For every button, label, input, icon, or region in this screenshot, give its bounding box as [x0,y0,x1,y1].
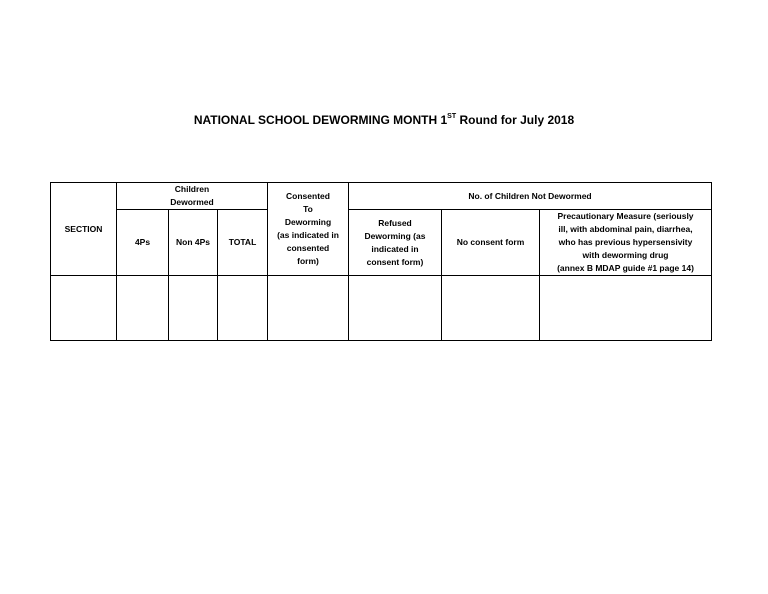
header-no-consent: No consent form [442,210,540,276]
refused-line3: indicated in [371,243,419,254]
consented-line5: consented [286,243,330,253]
cell-4ps[interactable] [117,276,169,341]
children-dewormed-label: Children Dewormed [170,184,214,207]
cell-refused[interactable] [349,276,442,341]
precautionary-line5: (annex B MDAP guide #1 page 14) [557,263,694,273]
cell-non-4ps[interactable] [169,276,218,341]
header-consented [268,183,349,276]
table-row [51,276,712,341]
title-main: NATIONAL SCHOOL DEWORMING MONTH 1 [193,113,448,127]
deworming-table [50,182,712,341]
header-not-dewormed: No. of Children Not Dewormed [349,183,712,210]
precautionary-line4: with deworming drug [582,250,669,260]
header-total: TOTAL [218,210,268,276]
consented-line3: Deworming [284,217,332,227]
header-precautionary [540,210,712,276]
header-row-2 [51,210,712,276]
precautionary-line3: who has previous hypersensivity [558,237,693,247]
cell-total[interactable] [218,276,268,341]
header-row-1 [51,183,712,210]
precautionary-line2: ill, with abdominal pain, diarrhea, [558,224,693,234]
header-refused [349,210,442,276]
header-4ps: 4Ps [117,210,169,276]
refused-line2: Deworming (as [364,230,426,241]
consented-line6: form) [297,256,319,266]
title-suffix: Round for July 2018 [456,113,575,127]
header-non-4ps: Non 4Ps [169,210,218,276]
header-children-dewormed [117,183,268,210]
consented-line2: To [303,204,313,214]
header-section: SECTION [51,183,117,276]
cell-no-consent[interactable] [442,276,540,341]
page-title [0,113,768,127]
title-superscript: ST [447,113,457,120]
refused-line1: Refused [378,217,412,228]
cell-section[interactable] [51,276,117,341]
consented-line1: Consented [286,191,330,201]
cell-consented[interactable] [268,276,349,341]
cell-precautionary[interactable] [540,276,712,341]
consented-line4: (as indicated in [277,230,339,240]
refused-line4: consent form) [366,256,424,267]
precautionary-line1: Precautionary Measure (seriously [557,211,694,221]
